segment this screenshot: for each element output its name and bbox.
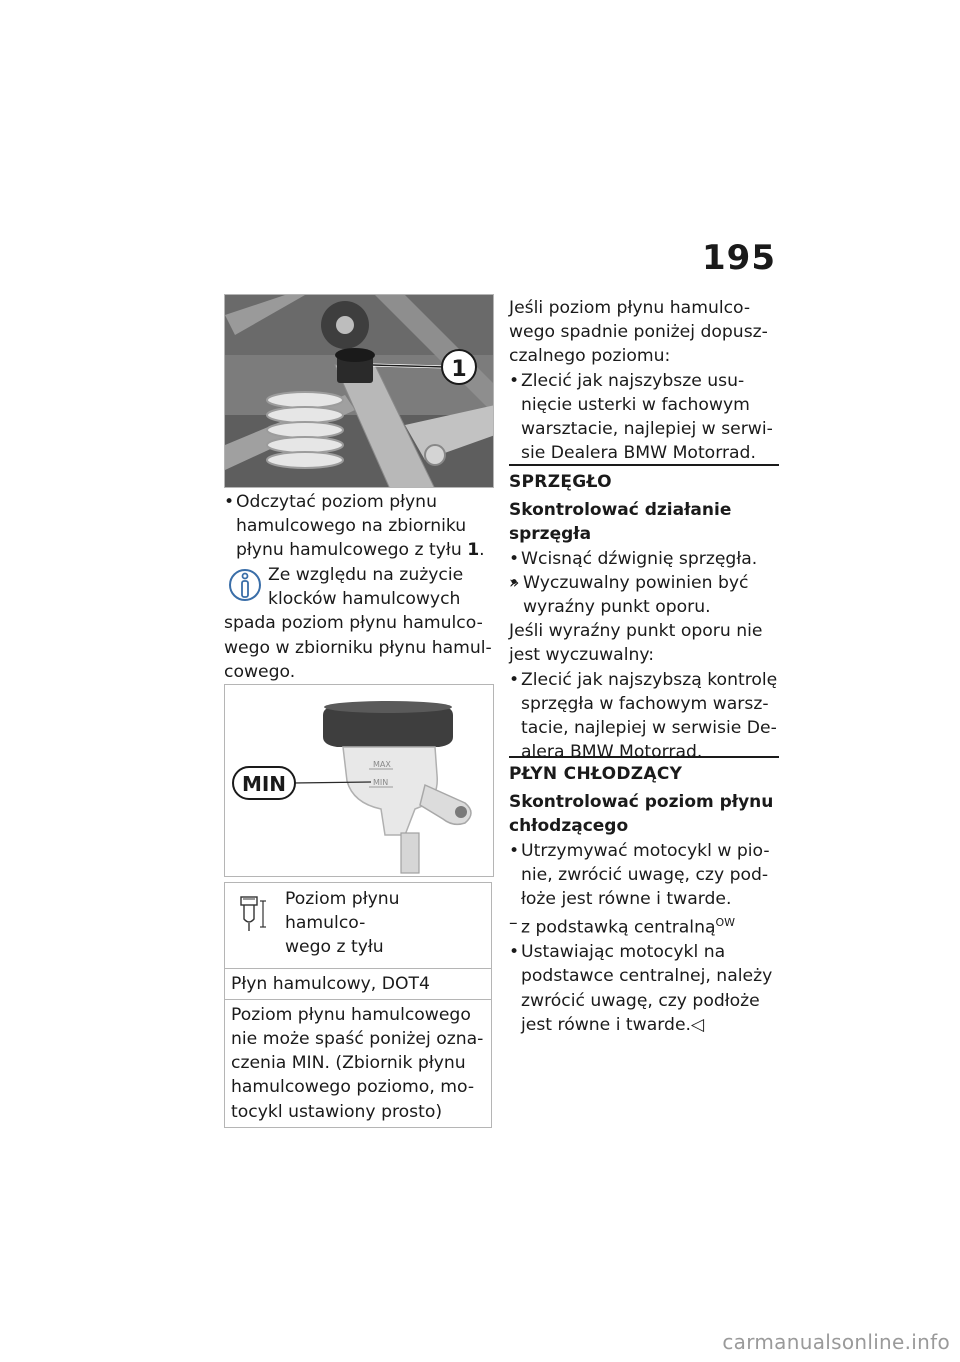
min-callout-label: MIN [241, 772, 287, 796]
dash-marker: – [509, 913, 518, 934]
instruction-press-lever: • Wcisnąć dźwignię sprzęgła. [509, 547, 779, 571]
section-clutch: SPRZĘGŁO Skontrolować działanie sprzęgła • Wcisnąć dźwignię sprzęgła. • » Wyczuwalny powinien być wyraźny punkt oporu. Jeśli wyraźny punkt oporu nie jest wyczuwalny: • Zlecić jak najszybszą kontrolę sprzęgła w fachowym warsz- tacie, najlepiej w serwisie De- alera BMW Motorrad. [509, 470, 779, 764]
instruction-repair-brake: • Zlecić jak najszybsze usu- nięcie usterki w fachowym warsztacie, najlepiej w serwi- sie Dealera BMW Motorrad. [509, 369, 779, 466]
result-resistance: • » Wyczuwalny powinien być wyraźny punkt oporu. [509, 571, 779, 619]
option-center-stand: – z podstawką centralną$^{OW}$ [509, 913, 736, 938]
brake-fluid-spec-table [224, 882, 492, 1128]
instruction-check-clutch-workshop: • Zlecić jak najszybszą kontrolę sprzęgła w fachowym warsz- tacie, najlepiej w serwisie De- alera BMW Motorrad. [509, 668, 779, 765]
section-title-coolant: PŁYN CHŁODZĄCY [509, 764, 683, 784]
left-column [224, 490, 494, 563]
spec-fluid-type: Płyn hamulcowy, DOT4 [225, 968, 491, 999]
spec-header: Poziom płynu hamulco- wego z tyłu [225, 883, 491, 968]
reservoir-min-photo [224, 684, 494, 877]
subtitle-check-clutch: Skontrolować działanie [509, 500, 732, 521]
rear-brake-reservoir-illustration [225, 295, 494, 488]
low-level-condition: Jeśli poziom płynu hamulco- wego spadnie poniżej dopusz- czalnego poziomu: [509, 298, 768, 367]
section-divider-clutch [509, 464, 779, 466]
note-wear-pads: Ze względu na zużycie klocków hamulcowych spada poziom płynu hamulco- wego w zbiorniku płynu hamul- cowego. [224, 565, 492, 682]
reservoir-max-mark: MAX [373, 760, 391, 769]
section-title-clutch: SPRZĘGŁO [509, 472, 612, 492]
spec-level-rule: Poziom płynu hamulcowego nie może spaść poniżej ozna- czenia MIN. (Zbiornik płynu hamulcowego poziomo, mo- tocykl ustawiony prosto) [225, 999, 491, 1127]
no-resistance-condition: Jeśli wyraźny punkt oporu nie jest wyczuwalny: [509, 621, 763, 666]
instruction-place-on-stand: • Ustawiając motocykl na podstawce centralnej, należy zwrócić uwagę, czy podłoże jest równe i twarde.◁ [509, 940, 779, 1037]
subtitle-check-coolant: Skontrolować poziom płynu [509, 792, 774, 813]
end-of-section-icon: ◁ [690, 1014, 705, 1035]
result-arrow-icon: • » [509, 572, 520, 593]
reference-1: 1 [467, 540, 480, 561]
watermark: carmanualsonline.info [722, 1330, 950, 1354]
fluid-level-icon [239, 893, 269, 940]
optional-equipment-mark: OW [715, 916, 736, 930]
rear-brake-reservoir-photo [224, 294, 494, 488]
page-number: 195 [702, 238, 776, 278]
reservoir-min-mark: MIN [373, 778, 389, 787]
section-divider-coolant [509, 756, 779, 758]
reservoir-min-illustration [225, 685, 493, 876]
section-coolant: PŁYN CHŁODZĄCY Skontrolować poziom płynu chłodzącego • Utrzymywać motocykl w pio- nie, zwrócić uwagę, czy pod- łoże jest równe i twarde. – z podstawką centralną$^{OW}$ • Ustawiając motocykl na podstawce centralnej, należy zwrócić uwagę, czy podłoże jest równe i twarde.◁ [509, 762, 779, 1037]
instruction-read-level: • Odczytać poziom płynu hamulcowego na zbiorniku płynu hamulcowego z tyłu 1. [224, 490, 494, 563]
callout-1-label: 1 [451, 357, 467, 382]
right-column [509, 296, 779, 465]
instruction-hold-upright: • Utrzymywać motocykl w pio- nie, zwrócić uwagę, czy pod- łoże jest równe i twarde. [509, 839, 779, 912]
